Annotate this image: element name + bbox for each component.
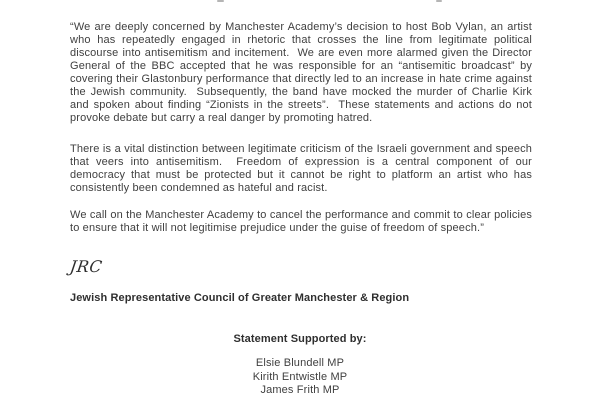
organisation-name: Jewish Representative Council of Greater Manchester & Region bbox=[70, 292, 410, 304]
supporter-name: Elsie Blundell MP bbox=[255, 357, 345, 369]
statement-paragraph-2: There is a vital distinction between legitimate criticism of the Israeli government and speech that veers into antisemitism. Freedom of expression is a central component of our democracy that must be protected but it cannot be right to platform an artist who has consistently been condemned as hateful and racist. bbox=[70, 143, 536, 194]
supporter-name: James Frith MP bbox=[260, 384, 340, 396]
statement-paragraph-3: We call on the Manchester Academy to cancel the performance and commit to clear policies to ensure that it will not legitimise prejudice under the guise of freedom of speech.” bbox=[70, 209, 536, 234]
clipped-text-remnant bbox=[217, 0, 224, 2]
clipped-text-remnant bbox=[436, 0, 442, 2]
statement-paragraph-1: “We are deeply concerned by Manchester Academy’s decision to host Bob Vylan, an artist who has repeatedly engaged in rhetoric that crosses the line from legitimate political discourse into antisemitism and incitement. We are even more alarmed given the Director General of the BBC accepted that he was responsible for an “antisemitic broadcast” by covering their Glastonbury performance that directly led to an increase in hate crime against the Jewish community. Subsequently, the band have mocked the murder of Charlie Kirk and spoken about finding “Zionists in the streets”. These statements and actions do not provoke debate but carry a real danger by promoting hatred. bbox=[70, 21, 536, 124]
supporters-list bbox=[0, 357, 600, 398]
jrc-script-signature: JRC bbox=[68, 257, 104, 276]
statement-supported-heading: Statement Supported by: bbox=[233, 333, 367, 345]
supporter-name: Kirith Entwistle MP bbox=[252, 370, 348, 383]
